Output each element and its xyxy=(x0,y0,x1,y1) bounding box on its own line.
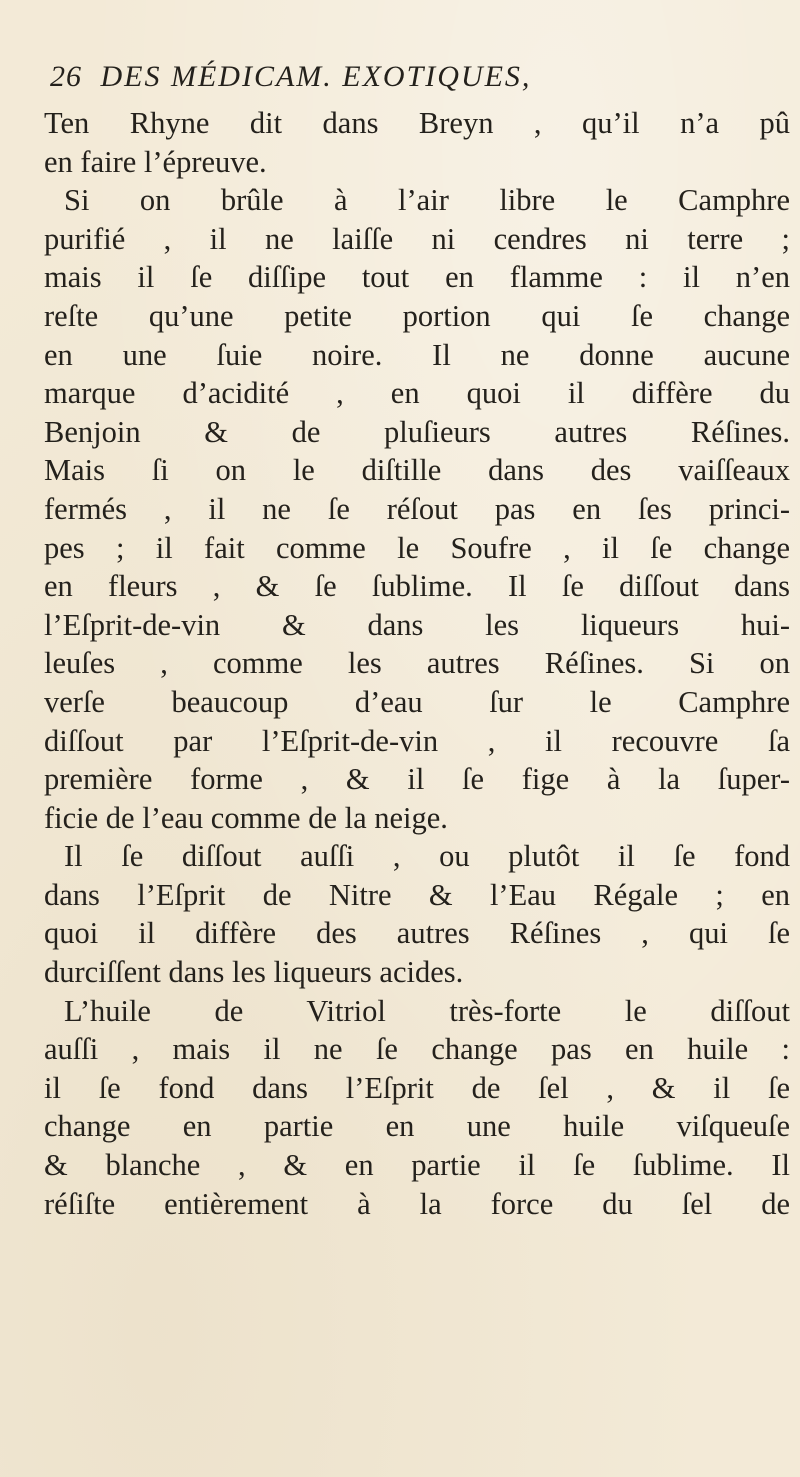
text-line: l’Eſprit-de-vin & dans les liqueurs hui- xyxy=(44,607,790,642)
text-line: diſſout par l’Eſprit-de-vin , il recouvre ſa xyxy=(44,723,790,758)
paragraph-start-line: Si on brûle à l’air libre le Camphre xyxy=(64,183,790,218)
running-title: DES MÉDICAM. EXOTIQUES, xyxy=(100,60,532,93)
running-head xyxy=(50,60,790,106)
text-line: en faire l’épreuve. xyxy=(44,144,267,179)
text-line: en fleurs , & ſe ſublime. Il ſe diſſout dans xyxy=(44,569,790,604)
text-line: réſiſte entièrement à la force du ſel de xyxy=(44,1186,790,1221)
text-line: leuſes , comme les autres Réſines. Si on xyxy=(44,646,790,681)
text-line: il ſe fond dans l’Eſprit de ſel , & il ſe xyxy=(44,1070,790,1105)
text-line: Ten Rhyne dit dans Breyn , qu’il n’a pû xyxy=(44,106,790,140)
text-line: pes ; il fait comme le Soufre , il ſe change xyxy=(44,530,790,565)
text-line: dans l’Eſprit de Nitre & l’Eau Régale ; en xyxy=(44,877,790,912)
text-line: purifié , il ne laiſſe ni cendres ni terre ; xyxy=(44,221,790,256)
text-line: & blanche , & en partie il ſe ſublime. Il xyxy=(44,1148,790,1183)
paragraph-start-line: Il ſe diſſout auſſi , ou plutôt il ſe fond xyxy=(64,839,790,874)
text-line: en une ſuie noire. Il ne donne aucune xyxy=(44,337,790,372)
text-line: Mais ſi on le diſtille dans des vaiſſeaux xyxy=(44,453,790,488)
text-line: fermés , il ne ſe réſout pas en ſes princi- xyxy=(44,491,790,526)
text-line: change en partie en une huile viſqueuſe xyxy=(44,1109,790,1144)
paragraph-start-line: L’huile de Vitriol très-forte le diſſout xyxy=(64,993,790,1028)
text-line: verſe beaucoup d’eau ſur le Camphre xyxy=(44,684,790,719)
text-line: quoi il diffère des autres Réſines , qui ſe xyxy=(44,916,790,951)
text-line: ficie de l’eau comme de la neige. xyxy=(44,800,448,835)
text-line: reſte qu’une petite portion qui ſe change xyxy=(44,298,790,333)
text-line: marque d’acidité , en quoi il diffère du xyxy=(44,376,790,411)
text-line: première forme , & il ſe fige à la ſuper- xyxy=(44,762,790,797)
text-line: durciſſent dans les liqueurs acides. xyxy=(44,955,464,990)
text-line: auſſi , mais il ne ſe change pas en huile : xyxy=(44,1032,790,1067)
text-line: mais il ſe diſſipe tout en flamme : il n’en xyxy=(44,260,790,295)
page-number: 26 xyxy=(50,60,82,93)
text-line: Benjoin & de pluſieurs autres Réſines. xyxy=(44,414,790,449)
body-text xyxy=(44,104,790,1223)
